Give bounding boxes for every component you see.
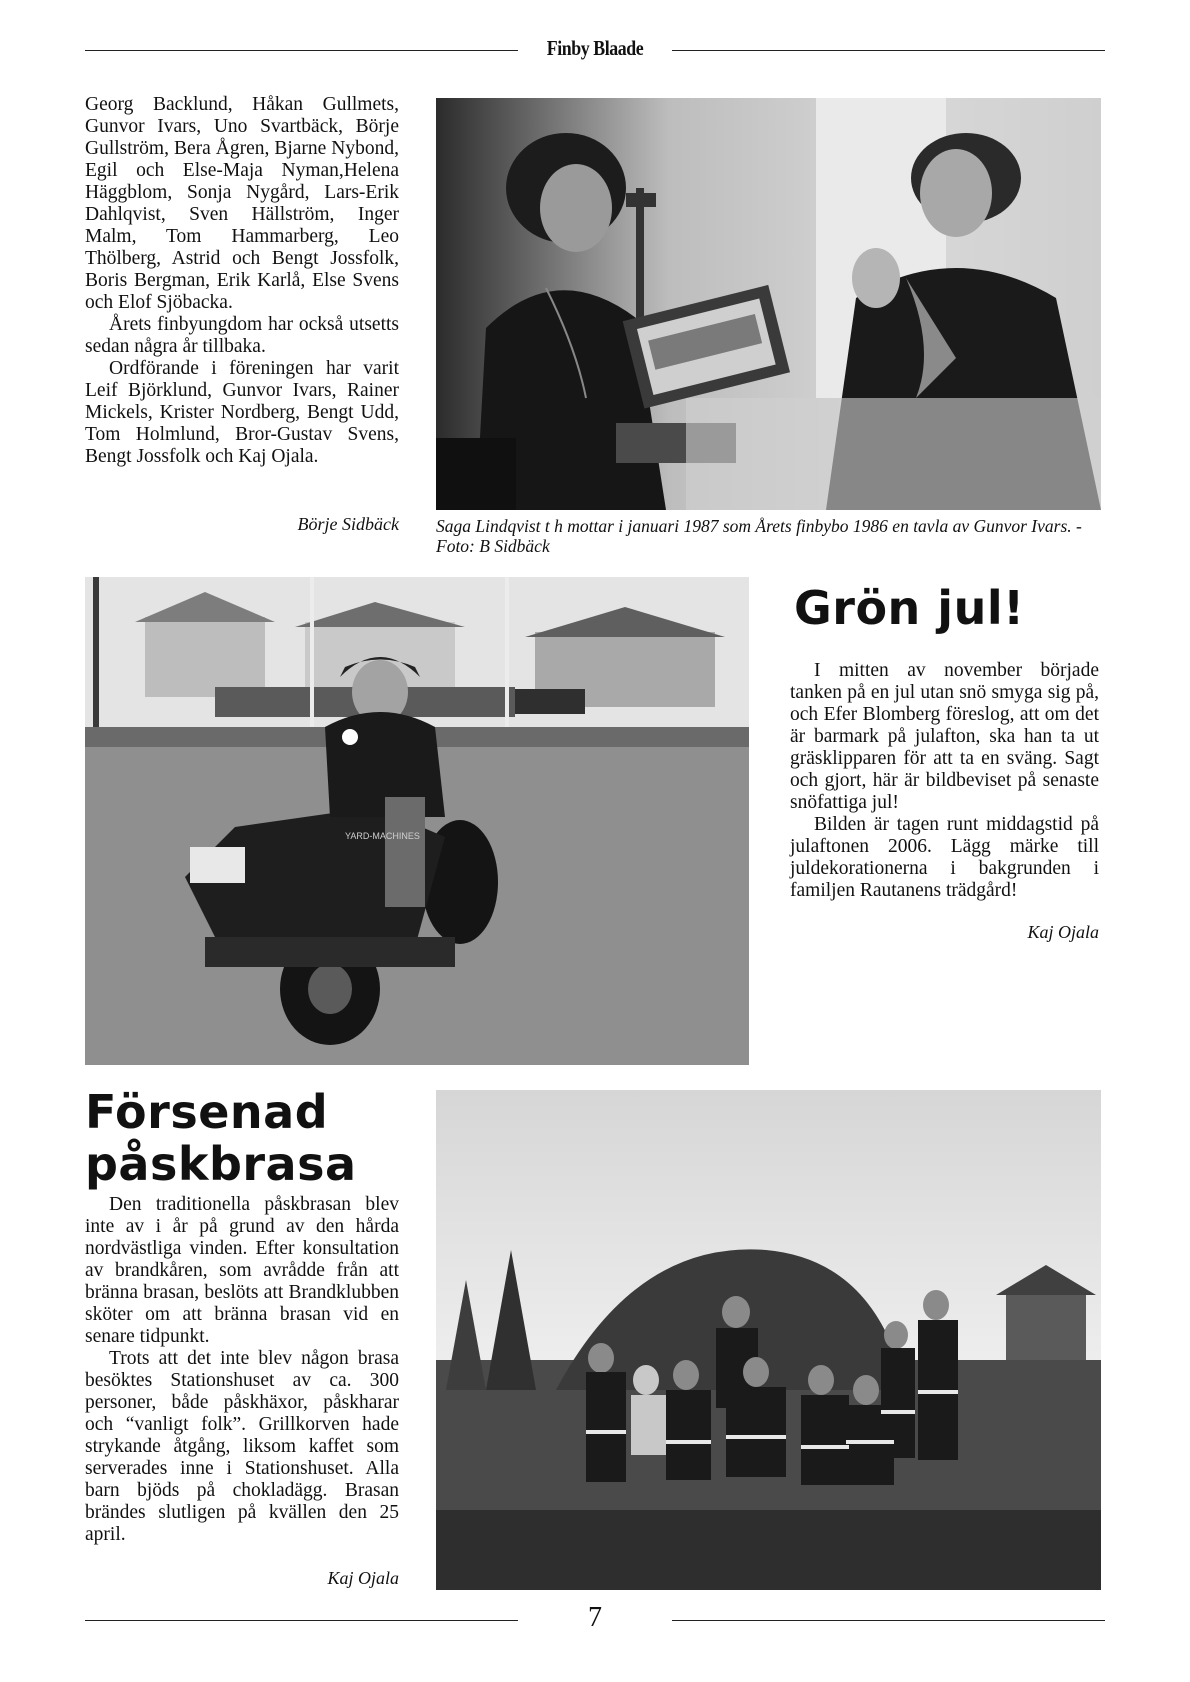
- award-presentation-photo-image: [436, 98, 1101, 510]
- article2-body: [790, 660, 1099, 902]
- article1-body: [85, 94, 399, 468]
- award-photo-caption: Saga Lindqvist t h mottar i januari 1987 som Årets finbybo 1986 en tavla av Gunvor Ivars. - Foto: B Sidbäck: [436, 516, 1082, 556]
- footer-rule-right: [672, 1620, 1105, 1621]
- award-presentation-photo: [436, 98, 1101, 510]
- article3-signature: Kaj Ojala: [327, 1568, 399, 1588]
- article3-title-line1: Försenad: [85, 1085, 329, 1139]
- tractor-brand-label: YARD-MACHINES: [345, 831, 420, 841]
- article1-paragraph: Ordförande i föreningen har varit Leif Björklund, Gunvor Ivars, Rainer Mickels, Krister Nordberg, Bengt Udd, Tom Holmlund, Bror-Gustav Svens, Bengt Jossfolk och Kaj Ojala.: [85, 358, 399, 467]
- lawn-tractor-photo-image: [85, 577, 749, 1065]
- article3-paragraph: Trots att det inte blev någon brasa besöktes Stationshuset av ca. 300 personer, både påskhäxor, påskharar och “vanligt folk”. Grillkorven hade strykande åtgång, liksom kaffet som serverades inne i Stationshuset. Alla barn bjöds på chokladägg. Brasan brändes slutligen på kvällen den 25 april.: [85, 1348, 399, 1545]
- article1-paragraph: Georg Backlund, Håkan Gullmets, Gunvor Ivars, Uno Svartbäck, Börje Gullström, Bera Ågren, Bjarne Nybond, Egil och Else-Maja Nyman,Helena Häggblom, Sonja Nygård, Lars-Erik Dahlqvist, Sven Hällström, Inger Malm, Tom Hammarberg, Leo Thölberg, Astrid och Bengt Jossfolk, Boris Bergman, Erik Karlå, Else Svens och Elof Sjöbacka.: [85, 94, 399, 313]
- fire-brigade-group-photo-image: [436, 1090, 1101, 1590]
- article1-paragraph: Årets finbyungdom har också utsetts sedan några år tillbaka.: [85, 314, 399, 357]
- article2-paragraph: I mitten av november började tanken på en jul utan snö smyga sig på, och Efer Blomberg föreslog, att om det är barmark på julafton, ska han ta ut gräsklipparen för att ta en sväng. Sagt och gjort, här är bildbeviset på senaste snöfattiga jul!: [790, 660, 1099, 813]
- header-rule-right: [672, 50, 1105, 51]
- page-number: 7: [588, 1602, 602, 1633]
- article2-title: Grön jul!: [794, 581, 1025, 635]
- article3-paragraph: Den traditionella påskbrasan blev inte av i år på grund av den hårda nordvästliga vinden. Efter konsultation av brandkåren, som avrådde från att bränna brasan, beslöts att Brandklubben sköter om att bränna brasan vid en senare tidpunkt.: [85, 1194, 399, 1347]
- article3-title-line2: påskbrasa: [85, 1137, 357, 1191]
- fire-brigade-group-photo: [436, 1090, 1101, 1590]
- article2-signature: Kaj Ojala: [1027, 922, 1099, 942]
- article1-signature: Börje Sidbäck: [297, 514, 399, 534]
- article2-paragraph: Bilden är tagen runt middagstid på julaftonen 2006. Lägg märke till juldekorationerna i bakgrunden i familjen Rautanens trädgård!: [790, 814, 1099, 901]
- article3-body: [85, 1194, 399, 1546]
- lawn-tractor-photo: [85, 577, 749, 1065]
- masthead: Finby Blaade: [546, 36, 644, 60]
